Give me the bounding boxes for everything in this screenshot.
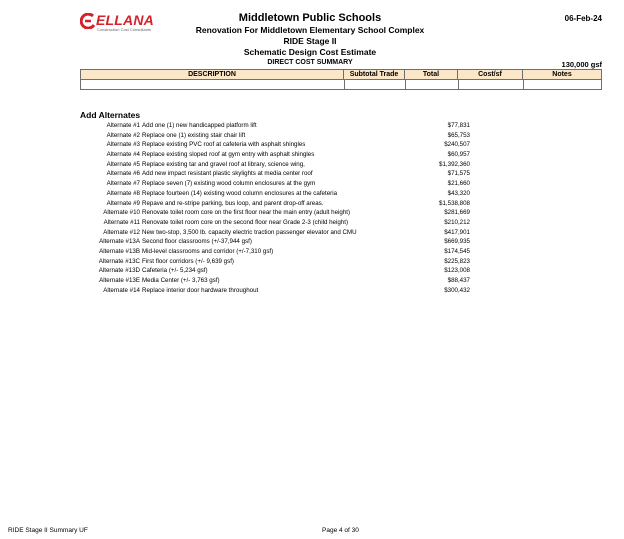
alternate-amount: $65,753 xyxy=(447,131,470,139)
alternate-label: Alternate #13D xyxy=(98,267,140,275)
alternate-label: Alternate #6 xyxy=(106,170,140,178)
alternate-label: Alternate #13C xyxy=(98,257,140,265)
alternate-row xyxy=(80,247,470,257)
alternate-row xyxy=(80,189,470,199)
alternate-amount: $300,432 xyxy=(444,286,470,294)
summary-label: DIRECT COST SUMMARY xyxy=(267,59,353,66)
alternate-description: Replace interior door hardware throughout xyxy=(142,286,259,294)
alternate-label: Alternate #13A xyxy=(99,238,140,246)
column-header-notes: Notes xyxy=(552,71,572,78)
column-header-description: DESCRIPTION xyxy=(81,70,344,79)
alternate-description: Replace fourteen (14) existing wood column enclosures at the cafeteria xyxy=(142,189,338,197)
column-header-subtotal-trade: Subtotal Trade xyxy=(344,70,405,79)
alternate-label: Alternate #7 xyxy=(106,180,140,188)
gross-square-feet: 130,000 gsf xyxy=(561,60,602,69)
alternate-row xyxy=(80,199,470,209)
logo-brand-text: ELLANA xyxy=(96,12,154,28)
alternate-label: Alternate #2 xyxy=(106,131,140,139)
alternate-row xyxy=(80,140,470,150)
column-divider xyxy=(344,80,345,89)
column-header-cost-sf: Cost/sf xyxy=(458,70,523,79)
alternate-amount: $43,320 xyxy=(447,189,470,197)
alternate-amount: $1,392,360 xyxy=(439,160,470,168)
alternate-amount: $77,831 xyxy=(447,122,470,129)
alternate-amount: $225,823 xyxy=(444,257,470,265)
alternate-row xyxy=(80,218,470,228)
alternate-row xyxy=(80,286,470,296)
alternate-amount: $669,935 xyxy=(444,238,470,246)
alternate-amount: $88,437 xyxy=(447,277,470,284)
alternate-amount: $60,957 xyxy=(447,151,470,159)
table-header xyxy=(80,69,602,80)
alternate-row xyxy=(80,131,470,141)
alternate-row xyxy=(80,150,470,160)
alternate-row xyxy=(80,228,470,238)
footer-page-number: Page 4 of 30 xyxy=(322,527,359,534)
alternate-description: Add one (1) new handicapped platform lift xyxy=(142,122,257,129)
alternate-description: Add new impact resistant plastic skylights at media center roof xyxy=(142,170,313,178)
alternate-description: Renovate toilet room core on the first floor near the main entry (adult height) xyxy=(142,209,351,217)
alternate-amount: $1,538,808 xyxy=(439,199,470,207)
alternate-row xyxy=(80,169,470,179)
alternate-description: Renovate toilet room core on the second floor near Grade 2-3 (child height) xyxy=(142,218,349,226)
column-divider xyxy=(405,80,406,89)
alternate-label: Alternate #11 xyxy=(103,218,140,226)
alternate-label: Alternate #12 xyxy=(103,228,140,236)
alternate-amount: $210,212 xyxy=(444,218,470,226)
alternate-row xyxy=(80,179,470,189)
alternate-label: Alternate #3 xyxy=(106,141,140,149)
alternate-amount: $123,008 xyxy=(444,267,470,275)
alternate-label: Alternate #13E xyxy=(99,277,140,284)
report-title: Middletown Public Schools xyxy=(238,12,382,24)
alternate-label: Alternate #13B xyxy=(99,247,140,255)
alternate-amount: $71,575 xyxy=(447,170,470,178)
alternate-label: Alternate #14 xyxy=(103,286,140,294)
estimate-label: Schematic Design Cost Estimate xyxy=(243,47,377,57)
alternate-row xyxy=(80,257,470,267)
alternates-list xyxy=(80,121,470,295)
alternate-description: Replace existing PVC roof at cafeteria with asphalt shingles xyxy=(142,141,306,149)
stage-label: RIDE Stage II xyxy=(283,36,337,46)
alternate-amount: $174,545 xyxy=(444,247,470,255)
alternate-label: Alternate #5 xyxy=(106,160,140,168)
alternate-label: Alternate #9 xyxy=(106,199,140,207)
alternate-description: Repave and re-stripe parking, bus loop, and parent drop-off areas. xyxy=(142,199,324,207)
footer-document-name: RIDE Stage II Summary UF xyxy=(8,527,88,534)
alternate-description: First floor corridors (+/- 9,639 gsf) xyxy=(142,257,234,265)
alternate-label: Alternate #4 xyxy=(106,151,140,159)
company-logo xyxy=(80,12,154,34)
alternate-description: Replace existing sloped roof at gym entry with asphalt shingles xyxy=(142,151,315,159)
project-subtitle: Renovation For Middletown Elementary School Complex xyxy=(195,25,425,35)
alternate-row xyxy=(80,237,470,247)
alternate-label: Alternate #10 xyxy=(103,209,140,217)
column-divider xyxy=(458,80,459,89)
alternate-description: New two-stop, 3,500 lb. capacity electric traction passenger elevator and CMU xyxy=(142,228,357,236)
alternate-row xyxy=(80,208,470,218)
logo-tagline: Construction Cost Consultants xyxy=(97,27,152,32)
table-empty-row xyxy=(80,80,602,90)
alternate-description: Media Center (+/- 3,763 gsf) xyxy=(142,277,220,284)
alternate-row xyxy=(80,266,470,276)
alternate-amount: $417,901 xyxy=(444,228,470,236)
report-date: 06-Feb-24 xyxy=(564,14,602,23)
alternate-description: Replace one (1) existing stair chair lift xyxy=(142,131,246,139)
alternate-description: Replace seven (7) existing wood column enclosures at the gym xyxy=(142,180,316,188)
alternate-row xyxy=(80,160,470,170)
column-header-total: Total xyxy=(405,70,458,79)
alternate-label: Alternate #1 xyxy=(106,122,140,129)
add-alternates-heading: Add Alternates xyxy=(80,110,141,120)
column-divider xyxy=(523,80,524,89)
alternate-description: Mid-level classrooms and corridor (+/-7,310 gsf) xyxy=(142,247,274,255)
logo-swirl-icon xyxy=(80,13,96,29)
alternate-row xyxy=(80,121,470,131)
alternate-amount: $240,507 xyxy=(444,141,470,149)
alternate-amount: $21,660 xyxy=(447,180,470,188)
alternate-description: Cafeteria (+/- 5,234 gsf) xyxy=(142,267,208,275)
alternate-row xyxy=(80,276,470,286)
alternate-amount: $281,669 xyxy=(444,209,470,217)
alternate-description: Replace existing tar and gravel roof at library, science wing, xyxy=(142,160,305,168)
alternate-label: Alternate #8 xyxy=(106,189,140,197)
alternate-description: Second floor classrooms (+/-37,944 gsf) xyxy=(142,238,252,246)
